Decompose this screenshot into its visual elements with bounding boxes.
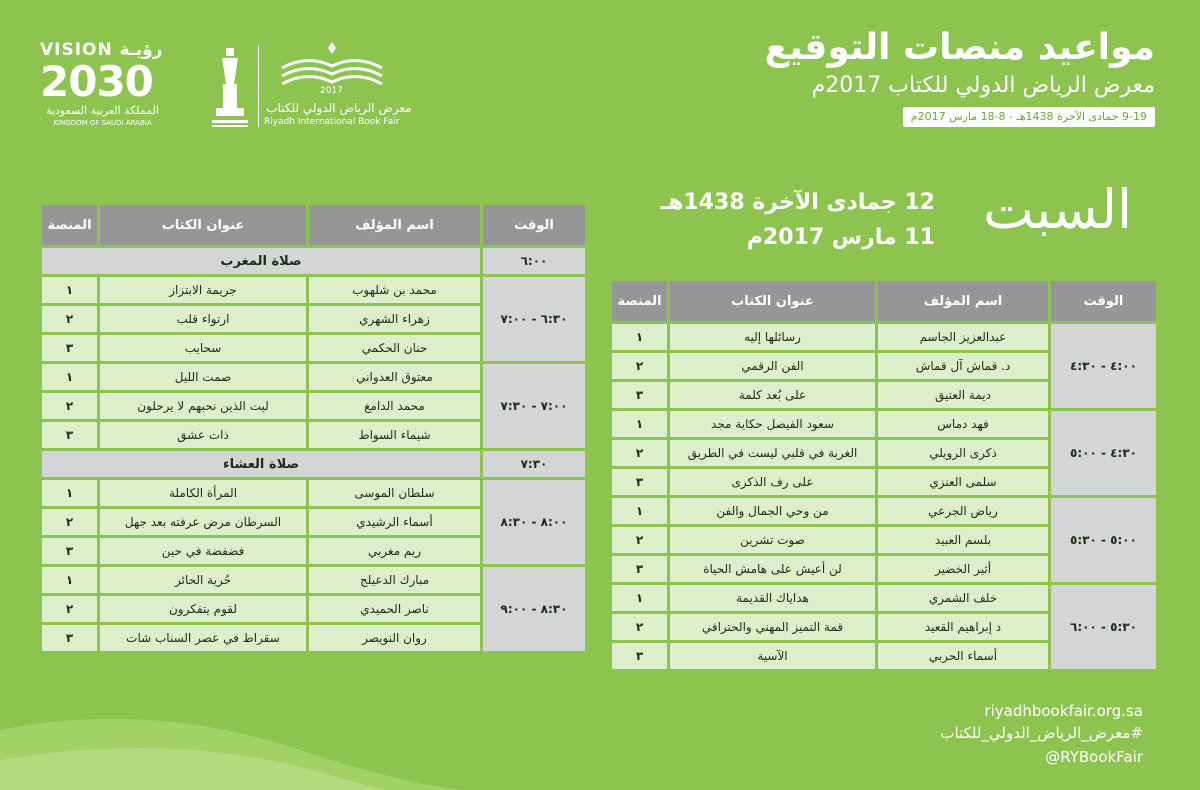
table-row [612, 324, 1156, 350]
col-header-book: عنوان الكتاب [670, 281, 875, 321]
author-name: شيماء السواط [309, 422, 480, 448]
table-row [42, 364, 585, 390]
platform-number: ١ [42, 567, 97, 593]
table-row [612, 585, 1156, 611]
book-title: السرطان مرض عرفته بعد جهل [100, 509, 306, 535]
day-date-gregorian: 11 مارس 2017م [746, 225, 935, 250]
vision-2030-logo [40, 40, 170, 132]
book-title: هداياك القديمة [670, 585, 875, 611]
author-name: فهد دماس [878, 411, 1048, 437]
platform-number: ٢ [42, 596, 97, 622]
book-title: ارتواء قلب [100, 306, 306, 332]
book-title: حُرية الحائر [100, 567, 306, 593]
author-name: خلف الشمري [878, 585, 1048, 611]
col-header-platform: المنصة [612, 281, 667, 321]
decorative-wave [0, 690, 520, 790]
platform-number: ٣ [612, 382, 667, 408]
platform-number: ١ [612, 498, 667, 524]
author-name: روان النويصر [309, 625, 480, 651]
author-name: د إبراهيم القعيد [878, 614, 1048, 640]
col-header-time: الوقت [483, 205, 585, 245]
book-title: الفن الرقمي [670, 353, 875, 379]
book-title: قمة التميز المهني والحترافي [670, 614, 875, 640]
platform-number: ١ [612, 324, 667, 350]
slot-time: ٥:٠٠ - ٥:٣٠ [1051, 498, 1156, 582]
platform-number: ٣ [612, 556, 667, 582]
slot-time: ٤:٣٠ - ٥:٠٠ [1051, 411, 1156, 495]
author-name: عبدالعزيز الجاسم [878, 324, 1048, 350]
platform-number: ٣ [42, 422, 97, 448]
platform-number: ١ [42, 480, 97, 506]
platform-number: ٣ [42, 538, 97, 564]
table-row [42, 277, 585, 303]
book-fair-name-en: Riyadh International Book Fair [264, 117, 400, 127]
author-name: ذكرى الرويلي [878, 440, 1048, 466]
day-name: السبت [983, 178, 1132, 241]
slot-time: ٨:٠٠ - ٨:٣٠ [483, 480, 585, 564]
platform-number: ٢ [42, 509, 97, 535]
book-title: الآسية [670, 643, 875, 669]
author-name: حنان الحكمي [309, 335, 480, 361]
platform-number: ٢ [612, 353, 667, 379]
platform-number: ٢ [42, 393, 97, 419]
website-link[interactable]: riyadhbookfair.org.sa [984, 702, 1143, 720]
col-header-author: اسم المؤلف [878, 281, 1048, 321]
book-title: سحايب [100, 335, 306, 361]
book-title: فضفضة في حين [100, 538, 306, 564]
platform-number: ٣ [612, 643, 667, 669]
prayer-label: صلاة العشاء [42, 451, 480, 477]
book-title: على بُعد كلمة [670, 382, 875, 408]
book-title: سقراط في عصر السناب شات [100, 625, 306, 651]
platform-number: ٣ [612, 469, 667, 495]
slot-time: ٨:٣٠ - ٩:٠٠ [483, 567, 585, 651]
col-header-author: اسم المؤلف [309, 205, 480, 245]
platform-number: ١ [612, 585, 667, 611]
author-name: سلمى العنزي [878, 469, 1048, 495]
col-header-platform: المنصة [42, 205, 97, 245]
vision-label: VISION رؤيـة [40, 40, 163, 60]
table-row [42, 480, 585, 506]
author-name: معتوق العدواني [309, 364, 480, 390]
author-name: أثير الخضير [878, 556, 1048, 582]
author-name: ناصر الحميدي [309, 596, 480, 622]
book-title: على رف الذكرى [670, 469, 875, 495]
social-handle[interactable]: @RYBookFair [1045, 748, 1143, 766]
table-row [612, 411, 1156, 437]
author-name: ديمة العتيق [878, 382, 1048, 408]
page-title: مواعيد منصات التوقيع [764, 27, 1155, 68]
author-name: د. قماش آل قماش [878, 353, 1048, 379]
book-title: ليت الذين نحبهم لا يرحلون [100, 393, 306, 419]
slot-time: ٤:٠٠ - ٤:٣٠ [1051, 324, 1156, 408]
prayer-row [42, 451, 585, 477]
book-title: رسائلها إليه [670, 324, 875, 350]
author-name: محمد الدامغ [309, 393, 480, 419]
author-name: محمد بن شلهوب [309, 277, 480, 303]
author-name: أسماء الحربي [878, 643, 1048, 669]
schedule-table-evening [39, 202, 588, 654]
slot-time: ٧:٠٠ - ٧:٣٠ [483, 364, 585, 448]
table-row [42, 567, 585, 593]
vision-country-en: KINGDOM OF SAUDI ARABIA [53, 119, 152, 127]
prayer-time: ٧:٣٠ [483, 451, 585, 477]
platform-number: ٣ [42, 625, 97, 651]
book-title: جريمة الابتزاز [100, 277, 306, 303]
book-title: المرأة الكاملة [100, 480, 306, 506]
book-title: صمت الليل [100, 364, 306, 390]
table-header-row [612, 281, 1156, 321]
platform-number: ١ [612, 411, 667, 437]
hashtag-text: #معرض_الرياض_الدولي_للكتاب [940, 724, 1143, 742]
platform-number: ٢ [612, 440, 667, 466]
slot-time: ٦:٣٠ - ٧:٠٠ [483, 277, 585, 361]
platform-number: ٣ [42, 335, 97, 361]
prayer-row [42, 248, 585, 274]
platform-number: ٢ [612, 614, 667, 640]
table-row [612, 498, 1156, 524]
author-name: زهراء الشهري [309, 306, 480, 332]
col-header-book: عنوان الكتاب [100, 205, 306, 245]
logo-divider [258, 45, 259, 127]
slot-time: ٥:٣٠ - ٦:٠٠ [1051, 585, 1156, 669]
platform-number: ١ [42, 277, 97, 303]
page-subtitle: معرض الرياض الدولي للكتاب 2017م [811, 73, 1155, 98]
prayer-label: صلاة المغرب [42, 248, 480, 274]
ministry-emblem-icon [208, 44, 252, 130]
author-name: رياض الجرعي [878, 498, 1048, 524]
author-name: سلطان الموسى [309, 480, 480, 506]
table-header-row [42, 205, 585, 245]
prayer-time: ٦:٠٠ [483, 248, 585, 274]
fair-dates-badge: 9-19 جمادى الآخرة 1438هـ - 8-18 مارس 2017م [903, 107, 1155, 127]
book-fair-year: 2017 [320, 86, 343, 96]
book-title: سعود الفيصل حكاية مجد [670, 411, 875, 437]
book-title: من وحي الجمال والفن [670, 498, 875, 524]
book-title: الغربة في قلبي ليست في الطريق [670, 440, 875, 466]
author-name: ريم مغربي [309, 538, 480, 564]
author-name: بلسم العبيد [878, 527, 1048, 553]
author-name: أسماء الرشيدي [309, 509, 480, 535]
vision-country-ar: المملكة العربية السعودية [46, 104, 159, 117]
book-title: ذات عشق [100, 422, 306, 448]
day-date-hijri: 12 جمادى الآخرة 1438هـ [660, 190, 935, 215]
book-title: لقوم يتفكرون [100, 596, 306, 622]
vision-year: 2030 [40, 57, 153, 106]
book-fair-name-ar: معرض الرياض الدولي للكتاب [266, 101, 412, 115]
platform-number: ٢ [612, 527, 667, 553]
col-header-time: الوقت [1051, 281, 1156, 321]
schedule-table-afternoon [609, 278, 1159, 672]
platform-number: ٢ [42, 306, 97, 332]
book-title: لن أعيش على هامش الحياة [670, 556, 875, 582]
author-name: مبارك الدعيلج [309, 567, 480, 593]
platform-number: ١ [42, 364, 97, 390]
book-title: صوت تشرين [670, 527, 875, 553]
